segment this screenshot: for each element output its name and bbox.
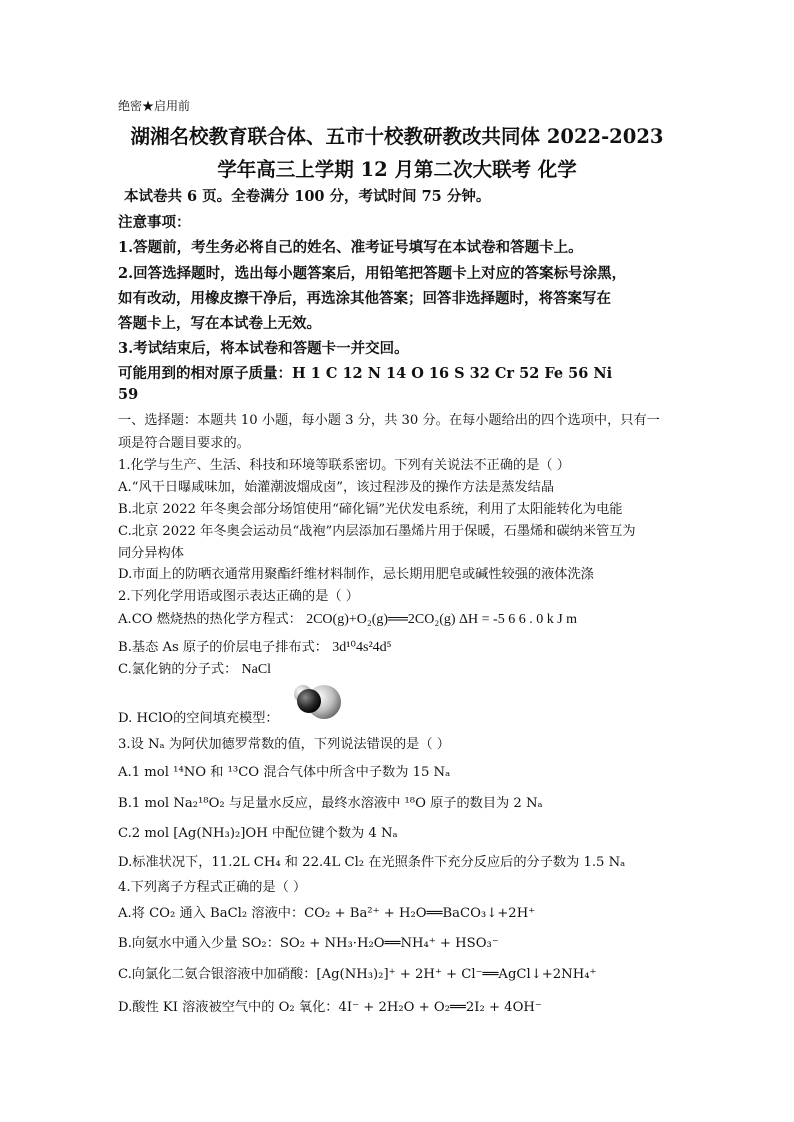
q2-option-a — [118, 608, 577, 628]
q3-option-a: A.1 mol ¹⁴NO 和 ¹³CO 混合气体中所含中子数为 15 Nₐ — [118, 765, 451, 780]
q2-b-label: B.基态 As 原子的价层电子排布式： — [118, 640, 328, 655]
secret-label: 绝密★启用前 — [118, 99, 191, 113]
q2-option-c — [118, 658, 271, 678]
section1-intro-a: 一、选择题：本题共 10 小题，每小题 3 分，共 30 分。在每小题给出的四个选项中，只有一 — [118, 413, 660, 428]
q2-b-equation: 3d¹⁰4s²4d⁵ — [332, 640, 392, 655]
q2-stem: 2.下列化学用语或图示表达正确的是（ ） — [118, 589, 359, 604]
atomic-mass-line2: 59 — [118, 386, 139, 403]
q1-option-b: B.北京 2022 年冬奥会部分场馆使用“碲化镉”光伏发电系统，利用了太阳能转化为电能 — [118, 502, 623, 517]
q2-c-equation: NaCl — [241, 662, 272, 677]
exam-title-line1: 湖湘名校教育联合体、五市十校教研教改共同体 2022-2023 — [130, 125, 664, 148]
q2-c-label: C.氯化钠的分子式： — [118, 662, 238, 677]
notice-2a: 2.回答选择题时，选出每小题答案后，用铅笔把答题卡上对应的答案标号涂黑， — [118, 265, 627, 282]
q2-a-equation: 2CO(g)+O₂(g)══2CO₂(g) ΔH = -5 6 6 . 0 k J m — [306, 612, 578, 627]
q1-option-c-a: C.北京 2022 年冬奥会运动员“战袍”内层添加石墨烯片用于保暖，石墨烯和碳纳米管互为 — [118, 524, 636, 539]
q4-option-b: B.向氨水中通入少量 SO₂：SO₂ + NH₃·H₂O══NH₄⁺ + HSO₃⁻ — [118, 936, 499, 951]
q3-option-d: D.标准状况下，11.2L CH₄ 和 22.4L Cl₂ 在光照条件下充分反应后的分子数为 1.5 Nₐ — [118, 855, 626, 870]
notice-2b: 如有改动，用橡皮擦干净后，再选涂其他答案；回答非选择题时，将答案写在 — [118, 290, 611, 307]
atomic-mass-line1: 可能用到的相对原子质量：H 1 C 12 N 14 O 16 S 32 Cr 52 Fe 56 Ni — [118, 365, 613, 382]
q1-stem: 1.化学与生产、生活、科技和环境等联系密切。下列有关说法不正确的是（ ） — [118, 458, 570, 473]
q4-option-a: A.将 CO₂ 通入 BaCl₂ 溶液中：CO₂ + Ba²⁺ + H₂O══BaCO₃↓+2H⁺ — [118, 906, 536, 921]
q4-option-d: D.酸性 KI 溶液被空气中的 O₂ 氧化：4I⁻ + 2H₂O + O₂══2I₂ + 4OH⁻ — [118, 1000, 542, 1015]
q3-option-c: C.2 mol [Ag(NH₃)₂]OH 中配位键个数为 4 Nₐ — [118, 826, 398, 841]
q3-option-b: B.1 mol Na₂¹⁸O₂ 与足量水反应，最终水溶液中 ¹⁸O 原子的数目为 2 Nₐ — [118, 796, 543, 811]
q2-option-b — [118, 636, 392, 656]
exam-info: 本试卷共 6 页。全卷满分 100 分，考试时间 75 分钟。 — [124, 188, 491, 205]
q1-option-c-b: 同分异构体 — [118, 546, 184, 561]
exam-title-line2: 学年高三上学期 12 月第二次大联考 化学 — [217, 158, 577, 181]
q3-stem: 3.设 Nₐ 为阿伏加德罗常数的值，下列说法错误的是（ ） — [118, 737, 450, 752]
notice-1: 1.答题前，考生务必将自己的姓名、准考证号填写在本试卷和答题卡上。 — [118, 239, 583, 256]
hclo-space-filling-model-icon — [287, 681, 343, 721]
q4-option-c: C.向氯化二氨合银溶液中加硝酸：[Ag(NH₃)₂]⁺ + 2H⁺ + Cl⁻══AgCl↓+2NH₄⁺ — [118, 967, 597, 982]
q1-option-a: A.“风干日曝咸味加，始灌潮波熘成卤”，该过程涉及的操作方法是蒸发结晶 — [118, 480, 555, 495]
notice-3: 3.考试结束后，将本试卷和答题卡一并交回。 — [118, 340, 409, 357]
notice-2c: 答题卡上，写在本试卷上无效。 — [118, 315, 321, 332]
q1-option-d: D.市面上的防晒衣通常用聚酯纤维材料制作，忌长期用肥皂或碱性较强的液体洗涤 — [118, 567, 594, 582]
q2-option-d: D. HClO的空间填充模型： — [118, 711, 279, 726]
notice-title: 注意事项： — [118, 214, 191, 231]
section1-intro-b: 项是符合题目要求的。 — [118, 436, 250, 451]
q2-a-label: A.CO 燃烧热的热化学方程式： — [118, 612, 302, 627]
q4-stem: 4.下列离子方程式正确的是（ ） — [118, 880, 307, 895]
